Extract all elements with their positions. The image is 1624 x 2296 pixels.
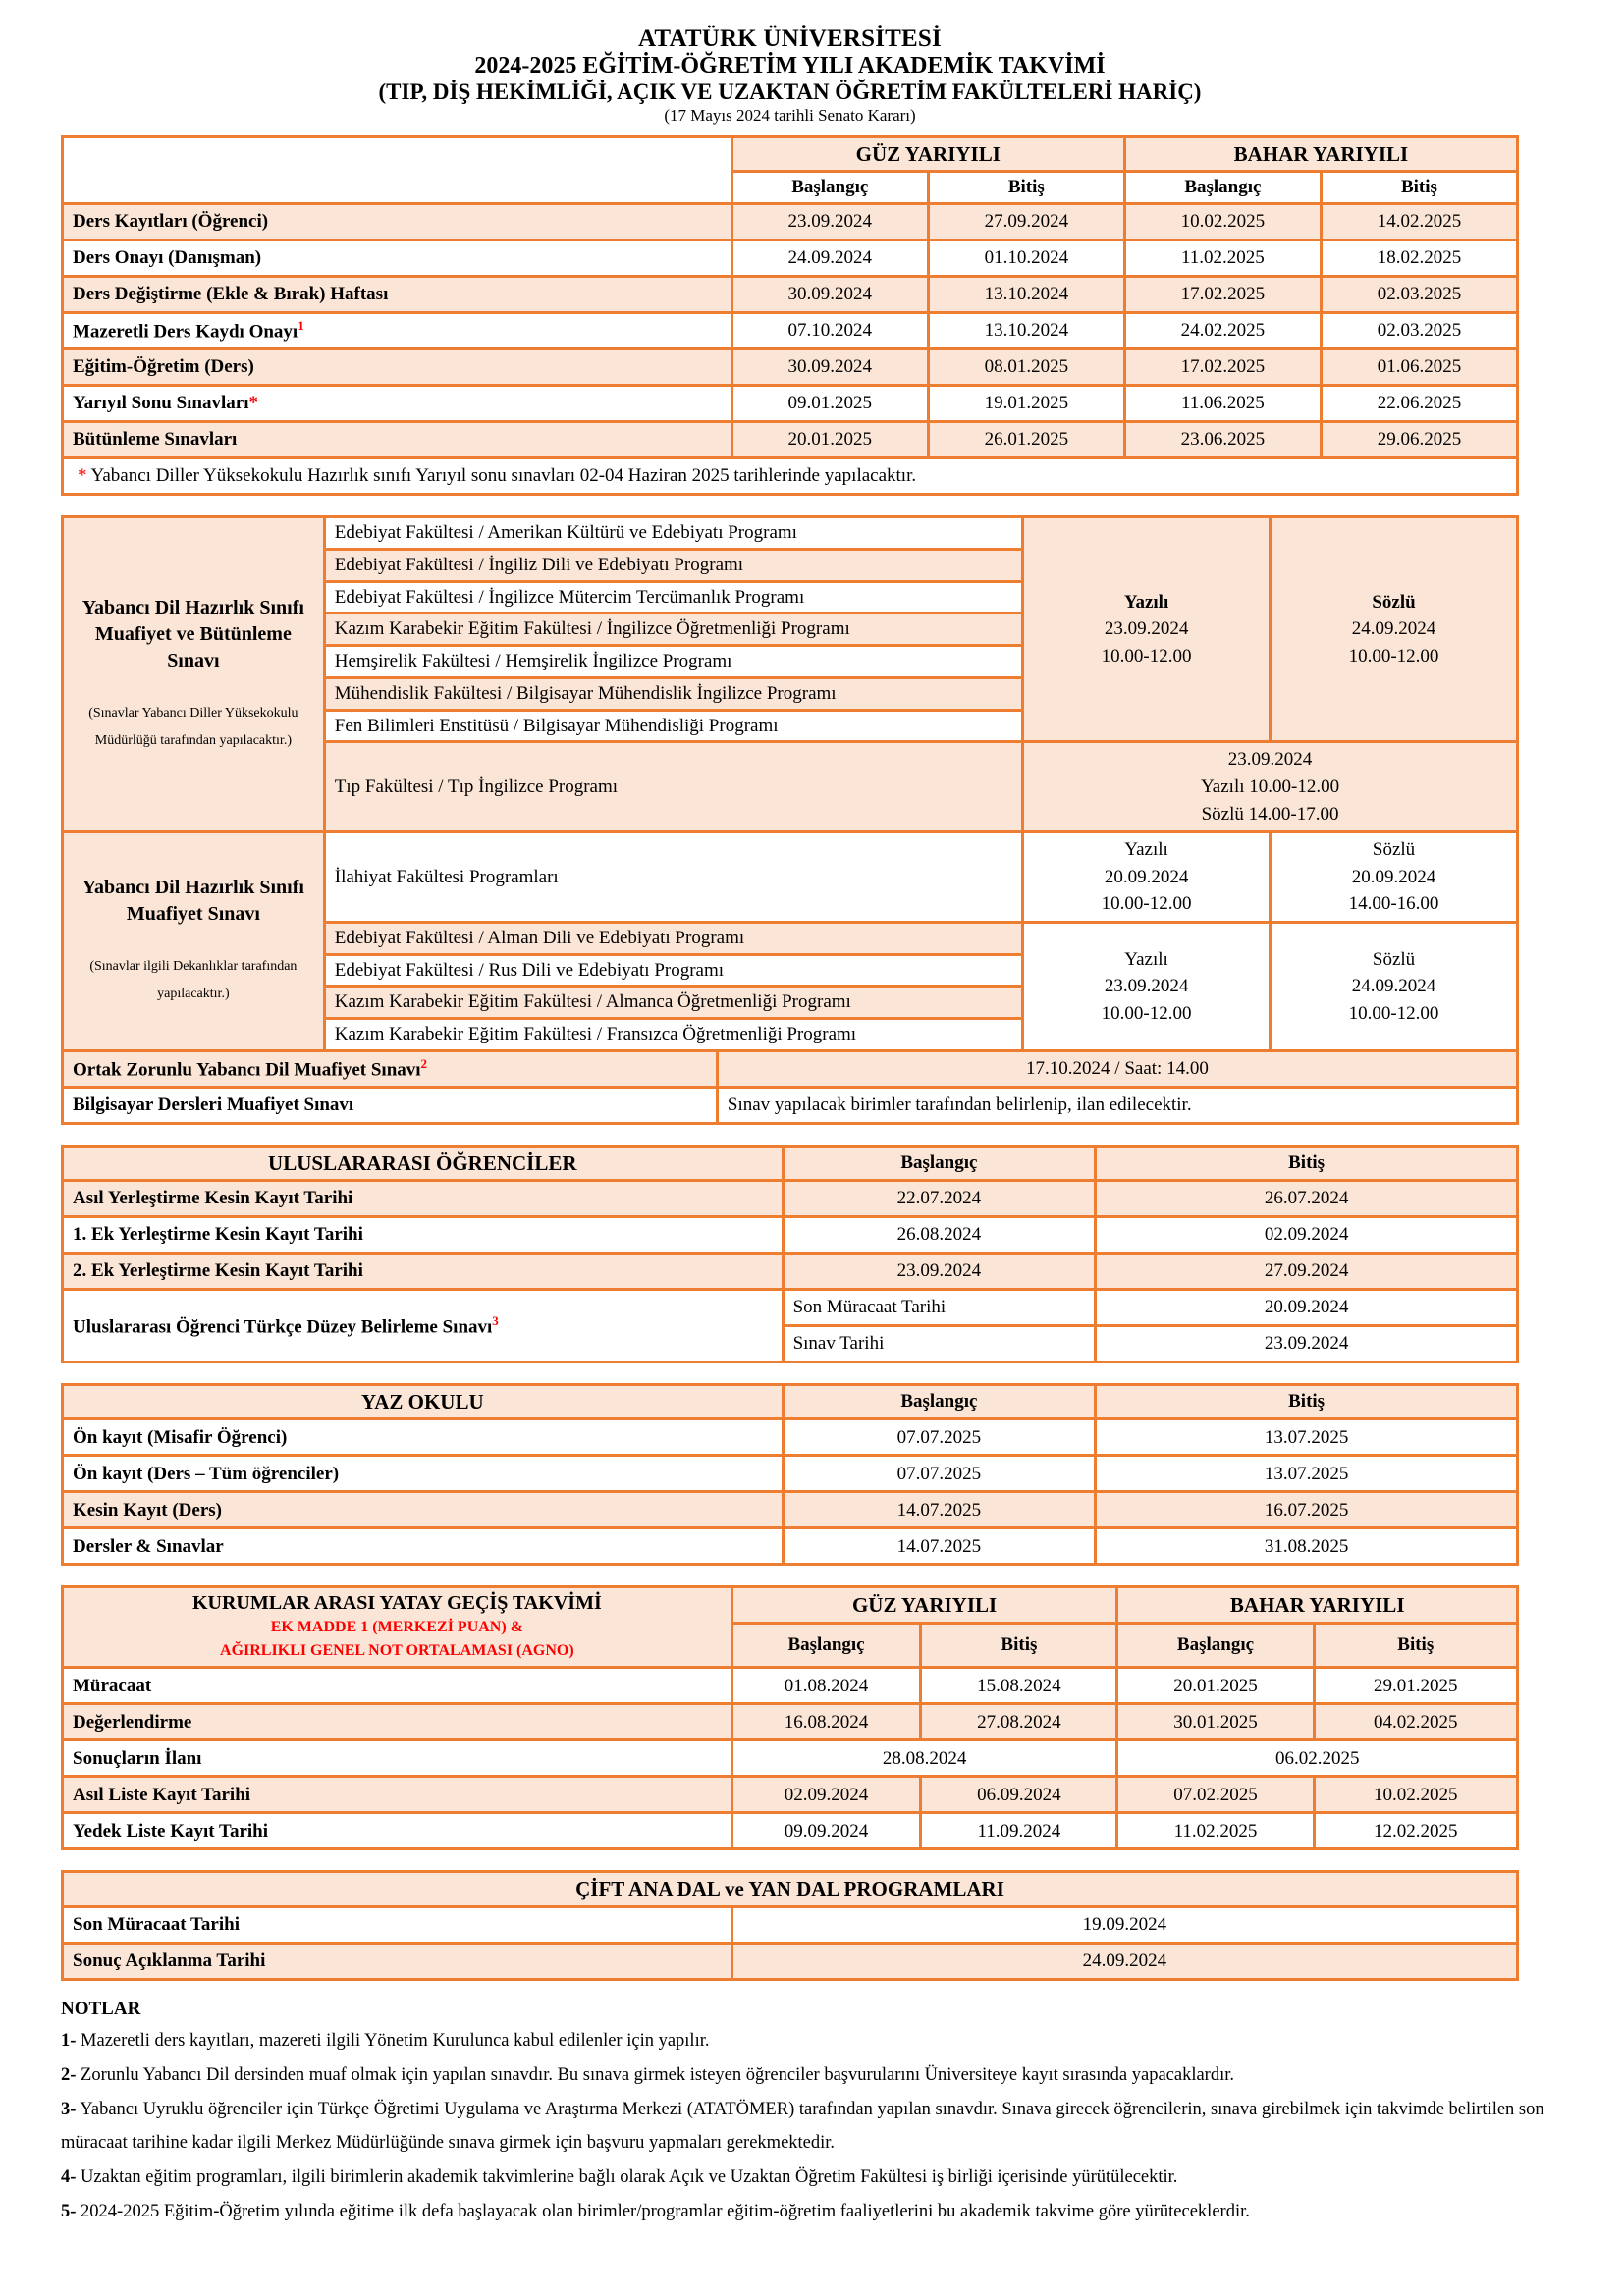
group1-oral-exam-cell: Sözlü 24.09.2024 10.00-12.00 xyxy=(1271,517,1518,742)
date-cell: 22.07.2024 xyxy=(783,1181,1096,1217)
date-cell: 07.02.2025 xyxy=(1117,1777,1314,1813)
theology-written-exam-cell: Yazılı 20.09.2024 10.00-12.00 xyxy=(1023,832,1271,923)
prep-group1-title-cell xyxy=(63,517,325,832)
row-label-cell: Yedek Liste Kayıt Tarihi xyxy=(63,1813,732,1849)
date-cell: 07.07.2025 xyxy=(783,1419,1096,1456)
date-cell: 09.09.2024 xyxy=(731,1813,921,1849)
date-cell: 23.06.2025 xyxy=(1124,422,1321,458)
notes-section xyxy=(61,1995,1553,2229)
spring-end-header: Bitiş xyxy=(1321,172,1517,204)
date-cell: 17.02.2025 xyxy=(1124,277,1321,313)
date-cell: 24.09.2024 xyxy=(731,1943,1517,1979)
date-cell: 01.08.2024 xyxy=(731,1668,921,1704)
date-cell: 29.06.2025 xyxy=(1321,422,1517,458)
fall-end-header: Bitiş xyxy=(921,1623,1117,1668)
spring-end-header: Bitiş xyxy=(1314,1623,1518,1668)
row-label-cell: Ön kayıt (Misafir Öğrenci) xyxy=(63,1419,784,1456)
footnote-marker-3: 3 xyxy=(492,1312,499,1328)
note-item: 2- Zorunlu Yabancı Dil dersinden muaf olmak için yapılan sınavdır. Bu sınava girmek isteyen öğrenciler başvurularını Üniversiteye kayıt sırasında yapacaklardır. xyxy=(61,2064,1234,2085)
date-cell: 31.08.2025 xyxy=(1096,1528,1518,1565)
program-cell: Edebiyat Fakültesi / Alman Dili ve Edebiyatı Programı xyxy=(324,922,1022,954)
theology-program-cell: İlahiyat Fakültesi Programları xyxy=(324,832,1022,923)
summer-school-table xyxy=(61,1383,1519,1566)
date-cell: 11.02.2025 xyxy=(1117,1813,1314,1849)
spring-semester-header: BAHAR YARIYILI xyxy=(1117,1587,1518,1623)
date-cell: 07.10.2024 xyxy=(731,313,928,349)
group2-oral-exam-cell: Sözlü 24.09.2024 10.00-12.00 xyxy=(1271,922,1518,1050)
date-cell: 19.01.2025 xyxy=(928,386,1124,422)
row-label-cell: 2. Ek Yerleştirme Kesin Kayıt Tarihi xyxy=(63,1254,784,1290)
date-cell: 16.07.2025 xyxy=(1096,1492,1518,1528)
row-label-cell: Müracaat xyxy=(63,1668,732,1704)
program-cell: Edebiyat Fakültesi / Rus Dili ve Edebiyatı Programı xyxy=(324,954,1022,987)
computer-exam-value: Sınav yapılacak birimler tarafından belirlenip, ilan edilecektir. xyxy=(717,1087,1517,1123)
row-label-cell: Değerlendirme xyxy=(63,1704,732,1740)
program-cell: Kazım Karabekir Eğitim Fakültesi / Almanca Öğretmenliği Programı xyxy=(324,987,1022,1019)
date-cell: 30.09.2024 xyxy=(731,349,928,386)
row-label-cell: Kesin Kayıt (Ders) xyxy=(63,1492,784,1528)
date-cell: 10.02.2025 xyxy=(1124,204,1321,240)
start-header: Başlangıç xyxy=(783,1146,1096,1180)
date-cell: 23.09.2024 xyxy=(1096,1326,1518,1362)
program-cell: Hemşirelik Fakültesi / Hemşirelik İngilizce Programı xyxy=(324,646,1022,678)
fall-end-header: Bitiş xyxy=(928,172,1124,204)
date-cell: 26.08.2024 xyxy=(783,1217,1096,1254)
date-cell: 13.07.2025 xyxy=(1096,1419,1518,1456)
dual-major-title: ÇİFT ANA DAL ve YAN DAL PROGRAMLARI xyxy=(63,1872,1518,1906)
date-cell: 10.02.2025 xyxy=(1314,1777,1518,1813)
transfer-table xyxy=(61,1585,1519,1850)
medicine-exam-cell: 23.09.2024 Yazılı 10.00-12.00 Sözlü 14.00-17.00 xyxy=(1023,742,1518,832)
date-cell: 09.01.2025 xyxy=(731,386,928,422)
row-label-cell: Ders Onayı (Danışman) xyxy=(63,240,732,277)
row-label-cell: Bütünleme Sınavları xyxy=(63,422,732,458)
date-cell: 15.08.2024 xyxy=(921,1668,1117,1704)
date-cell: 20.09.2024 xyxy=(1096,1290,1518,1326)
note-item: 1- Mazeretli ders kayıtları, mazereti ilgili Yönetim Kurulunca kabul edilenler için yapılır. xyxy=(61,2031,710,2052)
international-students-table xyxy=(61,1145,1519,1363)
transfer-title-cell xyxy=(63,1587,732,1668)
program-cell: Edebiyat Fakültesi / İngiliz Dili ve Edebiyatı Programı xyxy=(324,549,1022,581)
date-cell: 29.01.2025 xyxy=(1314,1668,1518,1704)
program-cell: Edebiyat Fakültesi / Amerikan Kültürü ve Edebiyatı Programı xyxy=(324,517,1022,550)
date-cell: 01.10.2024 xyxy=(928,240,1124,277)
date-cell: 26.01.2025 xyxy=(928,422,1124,458)
prep-group1-title: Yabancı Dil Hazırlık Sınıfı Muafiyet ve Bütünleme Sınavı xyxy=(81,596,304,671)
row-label-cell: Sonuç Açıklanma Tarihi xyxy=(63,1943,732,1979)
row-label-cell: Asıl Yerleştirme Kesin Kayıt Tarihi xyxy=(63,1181,784,1217)
program-cell: Fen Bilimleri Enstitüsü / Bilgisayar Mühendisliği Programı xyxy=(324,710,1022,742)
date-cell: 13.07.2025 xyxy=(1096,1456,1518,1492)
date-cell: 24.02.2025 xyxy=(1124,313,1321,349)
summer-school-title: YAZ OKULU xyxy=(63,1385,784,1419)
date-cell: 27.08.2024 xyxy=(921,1704,1117,1740)
date-cell: 11.02.2025 xyxy=(1124,240,1321,277)
date-cell: 27.09.2024 xyxy=(928,204,1124,240)
program-cell: Kazım Karabekir Eğitim Fakültesi / Fransızca Öğretmenliği Programı xyxy=(324,1019,1022,1051)
footnote-marker-2: 2 xyxy=(420,1055,428,1071)
dual-major-table xyxy=(61,1870,1519,1980)
sub-row-label: Sınav Tarihi xyxy=(783,1326,1096,1362)
row-label-cell: Yarıyıl Sonu Sınavları* xyxy=(63,386,732,422)
end-header: Bitiş xyxy=(1096,1146,1518,1180)
transfer-subtitle-2: AĞIRLIKLI GENEL NOT ORTALAMASI (AGNO) xyxy=(220,1642,574,1660)
empty-corner-cell xyxy=(63,137,732,204)
date-cell: 11.09.2024 xyxy=(921,1813,1117,1849)
row-label-cell: Dersler & Sınavlar xyxy=(63,1528,784,1565)
date-cell: 20.01.2025 xyxy=(1117,1668,1314,1704)
date-cell: 17.02.2025 xyxy=(1124,349,1321,386)
prep-group1-note: (Sınavlar Yabancı Diller Yüksekokulu Müdürlüğü tarafından yapılacaktır.) xyxy=(88,705,298,748)
prep-group2-title-cell xyxy=(63,832,325,1051)
semester-footnote: * Yabancı Diller Yüksekokulu Hazırlık sınıfı Yarıyıl sonu sınavları 02-04 Haziran 2025 tarihlerinde yapılacaktır. xyxy=(63,458,1518,495)
row-label-cell: Ön kayıt (Ders – Tüm öğrenciler) xyxy=(63,1456,784,1492)
computer-exam-label: Bilgisayar Dersleri Muafiyet Sınavı xyxy=(63,1087,718,1123)
program-cell: Edebiyat Fakültesi / İngilizce Mütercim Tercümanlık Programı xyxy=(324,581,1022,614)
transfer-title: KURUMLAR ARASI YATAY GEÇİŞ TAKVİMİ xyxy=(191,1592,602,1615)
fall-start-header: Başlangıç xyxy=(731,1623,921,1668)
date-cell: 01.06.2025 xyxy=(1321,349,1517,386)
language-prep-table xyxy=(61,515,1519,1125)
row-label-cell: Mazeretli Ders Kaydı Onayı$^1$ xyxy=(63,313,732,349)
row-label-cell: Sonuçların İlanı xyxy=(63,1740,732,1777)
fall-semester-header: GÜZ YARIYILI xyxy=(731,137,1124,172)
senate-decision-note: (17 Mayıs 2024 tarihli Senato Kararı) xyxy=(664,106,916,125)
exclusion-subtitle: (TIP, DİŞ HEKİMLİĞİ, AÇIK VE UZAKTAN ÖĞRETİM FAKÜLTELERİ HARİÇ) xyxy=(378,80,1202,104)
row-label-cell: Ders Kayıtları (Öğrenci) xyxy=(63,204,732,240)
date-cell: 14.02.2025 xyxy=(1321,204,1517,240)
footnote-marker-1: 1 xyxy=(298,317,304,333)
date-cell: 16.08.2024 xyxy=(731,1704,921,1740)
date-cell: 04.02.2025 xyxy=(1314,1704,1518,1740)
spring-semester-header: BAHAR YARIYILI xyxy=(1124,137,1517,172)
row-label-cell: Eğitim-Öğretim (Ders) xyxy=(63,349,732,386)
fall-semester-header: GÜZ YARIYILI xyxy=(731,1587,1117,1623)
theology-oral-exam-cell: Sözlü 20.09.2024 14.00-16.00 xyxy=(1271,832,1518,923)
date-cell: 13.10.2024 xyxy=(928,313,1124,349)
date-cell: 02.09.2024 xyxy=(1096,1217,1518,1254)
row-label-cell: 1. Ek Yerleştirme Kesin Kayıt Tarihi xyxy=(63,1217,784,1254)
row-label-cell: Ders Değiştirme (Ekle & Bırak) Haftası xyxy=(63,277,732,313)
note-item: 4- Uzaktan eğitim programları, ilgili birimlerin akademik takvimlerine bağlı olarak Açık ve Uzaktan Öğretim Fakültesi iş birliği içerisinde yürütülecektir. xyxy=(61,2167,1178,2188)
program-cell: Kazım Karabekir Eğitim Fakültesi / İngilizce Öğretmenliği Programı xyxy=(324,614,1022,646)
program-cell: Mühendislik Fakültesi / Bilgisayar Mühendislik İngilizce Programı xyxy=(324,677,1022,710)
footnote-star: * xyxy=(78,465,87,487)
document-header xyxy=(61,26,1519,126)
footnote-marker-star: * xyxy=(248,393,258,414)
date-cell: 13.10.2024 xyxy=(928,277,1124,313)
date-cell: 14.07.2025 xyxy=(783,1492,1096,1528)
date-cell: 02.09.2024 xyxy=(731,1777,921,1813)
row-label-cell: Asıl Liste Kayıt Tarihi xyxy=(63,1777,732,1813)
sub-row-label: Son Müracaat Tarihi xyxy=(783,1290,1096,1326)
group2-written-exam-cell: Yazılı 23.09.2024 10.00-12.00 xyxy=(1023,922,1271,1050)
date-cell: 14.07.2025 xyxy=(783,1528,1096,1565)
prep-group2-note: (Sınavlar ilgili Dekanlıklar tarafından yapılacaktır.) xyxy=(89,959,298,1002)
spring-start-header: Başlangıç xyxy=(1124,172,1321,204)
date-cell: 19.09.2024 xyxy=(731,1906,1517,1943)
date-cell: 02.03.2025 xyxy=(1321,313,1517,349)
date-cell: 26.07.2024 xyxy=(1096,1181,1518,1217)
date-cell: 20.01.2025 xyxy=(731,422,928,458)
end-header: Bitiş xyxy=(1096,1385,1518,1419)
fall-start-header: Başlangıç xyxy=(731,172,928,204)
date-cell: 27.09.2024 xyxy=(1096,1254,1518,1290)
date-cell: 08.01.2025 xyxy=(928,349,1124,386)
note-item: 5- 2024-2025 Eğitim-Öğretim yılında eğitime ilk defa başlayacak olan birimler/programlar eğitim-öğretim faaliyetlerini bu akademik takvime göre yürüteceklerdir. xyxy=(61,2201,1250,2221)
date-cell: 30.01.2025 xyxy=(1117,1704,1314,1740)
date-cell: 11.06.2025 xyxy=(1124,386,1321,422)
semester-table xyxy=(61,135,1519,496)
medicine-program-cell: Tıp Fakültesi / Tıp İngilizce Programı xyxy=(324,742,1022,832)
common-language-exam-label: Ortak Zorunlu Yabancı Dil Muafiyet Sınavı$^2$ xyxy=(63,1050,718,1087)
date-cell: 23.09.2024 xyxy=(731,204,928,240)
date-cell: 02.03.2025 xyxy=(1321,277,1517,313)
common-language-exam-value: 17.10.2024 / Saat: 14.00 xyxy=(717,1050,1517,1087)
international-title: ULUSLARARASI ÖĞRENCİLER xyxy=(63,1146,784,1180)
fall-merged-date-cell: 28.08.2024 xyxy=(731,1740,1117,1777)
date-cell: 22.06.2025 xyxy=(1321,386,1517,422)
date-cell: 23.09.2024 xyxy=(783,1254,1096,1290)
start-header: Başlangıç xyxy=(783,1385,1096,1419)
date-cell: 24.09.2024 xyxy=(731,240,928,277)
calendar-title: 2024-2025 EĞİTİM-ÖĞRETİM YILI AKADEMİK TAKVİMİ xyxy=(474,53,1106,79)
transfer-subtitle-1: EK MADDE 1 (MERKEZİ PUAN) & xyxy=(270,1619,524,1636)
turkish-level-exam-label: Uluslararası Öğrenci Türkçe Düzey Belirleme Sınavı$^3$ xyxy=(63,1290,784,1362)
note-item: 3- Yabancı Uyruklu öğrenciler için Türkçe Öğretimi Uygulama ve Araştırma Merkezi (ATATÖMER) tarafından yapılan sınavdır. Sınava girecek öğrencilerin, sınava girebilmek için takvimde belirtilen son müracaat tarihine kadar ilgili Merkez Müdürlüğünde sınava girmek için başvuru yapmaları gerekmektedir. xyxy=(61,2099,1544,2154)
spring-merged-date-cell: 06.02.2025 xyxy=(1117,1740,1518,1777)
date-cell: 07.07.2025 xyxy=(783,1456,1096,1492)
date-cell: 12.02.2025 xyxy=(1314,1813,1518,1849)
university-title: ATATÜRK ÜNİVERSİTESİ xyxy=(638,26,942,52)
date-cell: 06.09.2024 xyxy=(921,1777,1117,1813)
date-cell: 30.09.2024 xyxy=(731,277,928,313)
notes-title: NOTLAR xyxy=(61,1998,141,2019)
row-label-cell: Son Müracaat Tarihi xyxy=(63,1906,732,1943)
date-cell: 18.02.2025 xyxy=(1321,240,1517,277)
group1-written-exam-cell: Yazılı 23.09.2024 10.00-12.00 xyxy=(1023,517,1271,742)
spring-start-header: Başlangıç xyxy=(1117,1623,1314,1668)
prep-group2-title: Yabancı Dil Hazırlık Sınıfı Muafiyet Sınavı xyxy=(81,877,304,926)
